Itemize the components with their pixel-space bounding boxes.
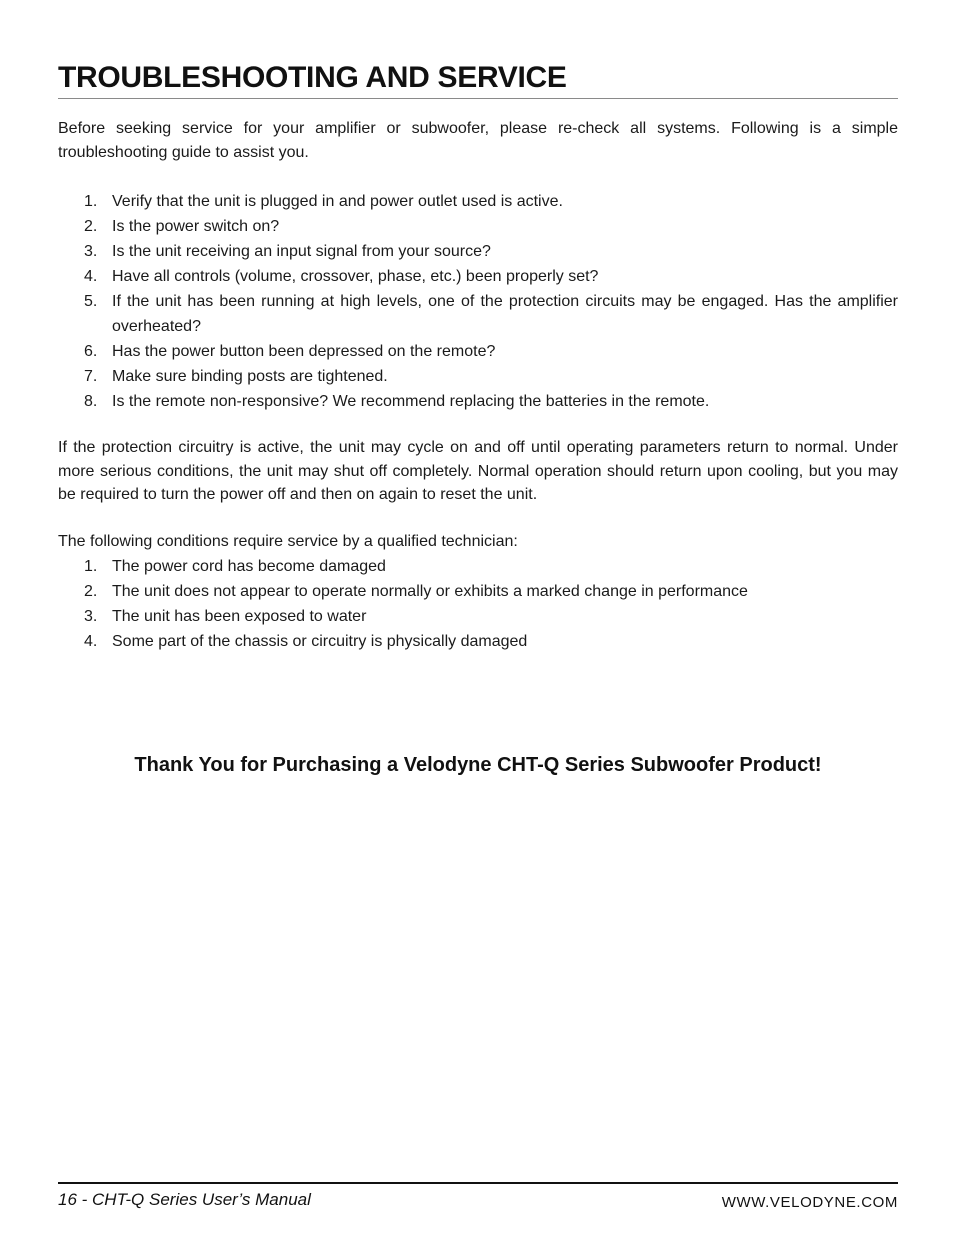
condition-item bbox=[58, 629, 898, 654]
item-text: The unit has been exposed to water bbox=[112, 608, 367, 625]
item-text: Has the power button been depressed on the remote? bbox=[112, 343, 496, 360]
item-number: 2. bbox=[84, 583, 98, 600]
service-intro: The following conditions require service by a qualified technician: bbox=[58, 533, 518, 550]
item-text: If the unit has been running at high levels, one of the protection circuits may be engaged. Has the amplifier overheated? bbox=[112, 293, 898, 335]
checklist-item bbox=[58, 214, 898, 239]
checklist-item bbox=[58, 189, 898, 214]
checklist-item bbox=[58, 389, 898, 414]
protection-paragraph: If the protection circuitry is active, the unit may cycle on and off until operating parameters return to normal. Under more serious conditions, the unit may shut off completely. Normal operation should return upon cooling, but you may be required to turn the power off and then on again to reset the unit. bbox=[58, 439, 898, 503]
item-number: 7. bbox=[84, 368, 98, 385]
item-number: 3. bbox=[84, 243, 98, 260]
condition-item bbox=[58, 604, 898, 629]
intro-paragraph: Before seeking service for your amplifier or subwoofer, please re-check all systems. Following is a simple troubleshooting guide to assist you. bbox=[58, 120, 898, 161]
item-text: Make sure binding posts are tightened. bbox=[112, 368, 388, 385]
service-conditions-list bbox=[58, 554, 898, 654]
checklist-item bbox=[58, 264, 898, 289]
item-number: 5. bbox=[84, 293, 98, 310]
item-text: The unit does not appear to operate normally or exhibits a marked change in performance bbox=[112, 583, 748, 600]
item-number: 4. bbox=[84, 268, 98, 285]
checklist-item bbox=[58, 239, 898, 264]
footer-website: WWW.VELODYNE.COM bbox=[721, 1194, 898, 1211]
page-title: TROUBLESHOOTING AND SERVICE bbox=[58, 58, 898, 99]
item-number: 2. bbox=[84, 218, 98, 235]
item-number: 3. bbox=[84, 608, 98, 625]
footer-page-label: 16 - CHT-Q Series User’s Manual bbox=[58, 1190, 311, 1209]
checklist-item bbox=[58, 339, 898, 364]
item-number: 1. bbox=[84, 558, 98, 575]
item-text: Is the unit receiving an input signal from your source? bbox=[112, 243, 491, 260]
item-text: Have all controls (volume, crossover, phase, etc.) been properly set? bbox=[112, 268, 599, 285]
item-number: 1. bbox=[84, 193, 98, 210]
checklist-item bbox=[58, 364, 898, 389]
item-text: Some part of the chassis or circuitry is physically damaged bbox=[112, 633, 528, 650]
item-text: Is the power switch on? bbox=[112, 218, 280, 235]
condition-item bbox=[58, 554, 898, 579]
condition-item bbox=[58, 579, 898, 604]
item-text: Verify that the unit is plugged in and power outlet used is active. bbox=[112, 193, 563, 210]
item-text: The power cord has become damaged bbox=[112, 558, 386, 575]
footer-divider bbox=[58, 1182, 898, 1184]
thank-you-message: Thank You for Purchasing a Velodyne CHT-Q Series Subwoofer Product! bbox=[134, 754, 822, 776]
item-number: 6. bbox=[84, 343, 98, 360]
item-text: Is the remote non-responsive? We recommend replacing the batteries in the remote. bbox=[112, 393, 710, 410]
troubleshooting-checklist bbox=[58, 189, 898, 414]
item-number: 8. bbox=[84, 393, 98, 410]
checklist-item bbox=[58, 289, 898, 339]
item-number: 4. bbox=[84, 633, 98, 650]
